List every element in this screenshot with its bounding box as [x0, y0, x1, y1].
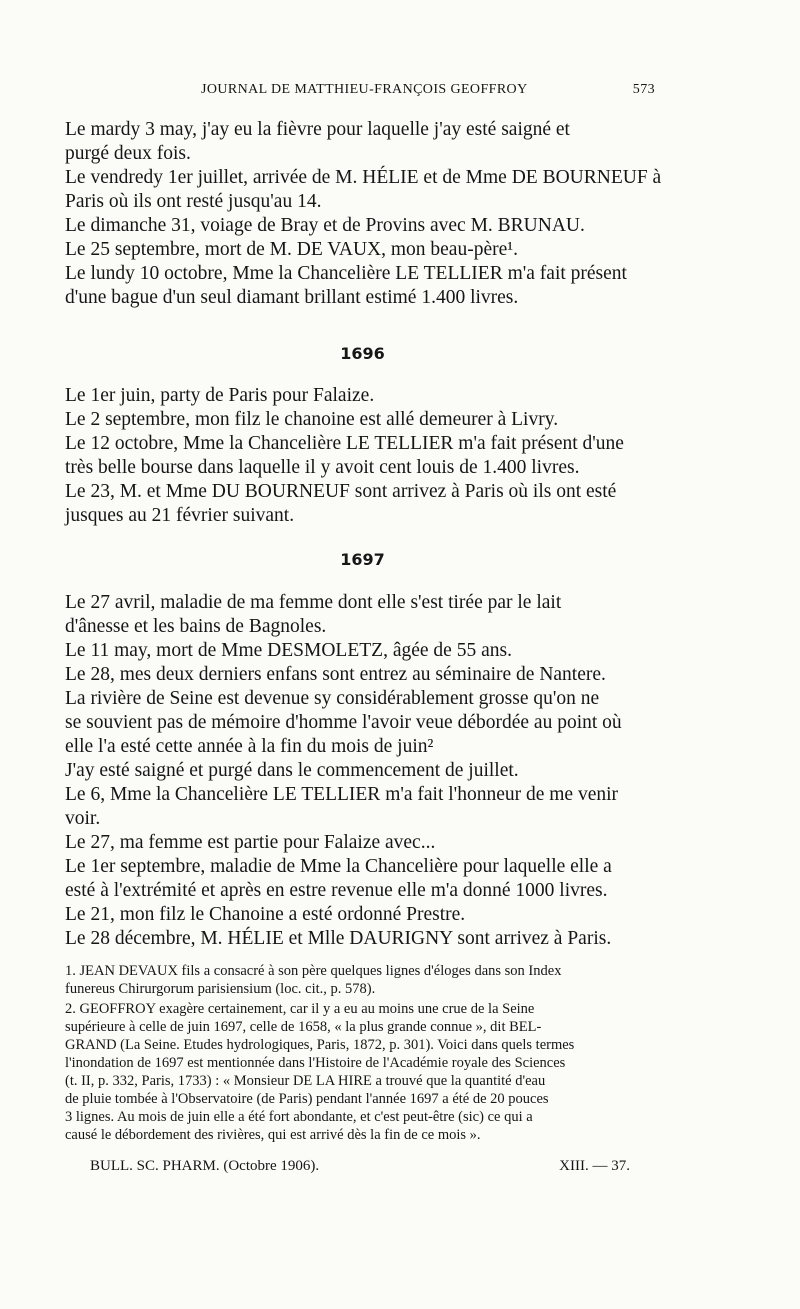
footnote-line: causé le débordement des rivières, qui est arrivé dès la fin de ce mois ». [65, 1127, 481, 1143]
signature-mark: XIII. — 37. [559, 1158, 630, 1174]
text-line: Le 1er juin, party de Paris pour Falaize. [65, 385, 375, 406]
text-line: Le 25 septembre, mort de M. DE VAUX, mon beau-père¹. [65, 239, 518, 260]
text-line: d'une bague d'un seul diamant brillant estimé 1.400 livres. [65, 287, 519, 308]
footnote-line: 2. GEOFFROY exagère certainement, car il y a eu au moins une crue de la Seine [65, 1001, 535, 1017]
text-line: Le 28 décembre, M. HÉLIE et Mlle DAURIGNY sont arrivez à Paris. [65, 928, 612, 949]
text-line: Le vendredy 1er juillet, arrivée de M. HÉLIE et de Mme DE BOURNEUF à [65, 167, 662, 188]
year-heading-1696: 1696 [340, 344, 385, 363]
text-line: Le 27, ma femme est partie pour Falaize avec... [65, 832, 436, 853]
text-line: Le mardy 3 may, j'ay eu la fièvre pour laquelle j'ay esté saigné et [65, 119, 570, 140]
text-line: Le lundy 10 octobre, Mme la Chancelière LE TELLIER m'a fait présent [65, 263, 627, 284]
page-footer [90, 1158, 630, 1180]
page-number: 573 [632, 82, 655, 97]
text-line: J'ay esté saigné et purgé dans le commencement de juillet. [65, 760, 519, 781]
journal-reference: BULL. SC. PHARM. (Octobre 1906). [90, 1158, 320, 1174]
text-line: esté à l'extrémité et après en estre revenue elle m'a donné 1000 livres. [65, 880, 608, 901]
footnote-line: l'inondation de 1697 est mentionnée dans l'Histoire de l'Académie royale des Sciences [65, 1055, 566, 1071]
text-line: très belle bourse dans laquelle il y avoit cent louis de 1.400 livres. [65, 457, 580, 478]
text-line: Le 28, mes deux derniers enfans sont entrez au séminaire de Nantere. [65, 664, 606, 685]
running-head [65, 82, 655, 102]
text-line: Le 11 may, mort de Mme DESMOLETZ, âgée de 55 ans. [65, 640, 512, 661]
year-heading-1697: 1697 [340, 550, 385, 569]
footnote-line: 1. JEAN DEVAUX fils a consacré à son père quelques lignes d'éloges dans son Index [65, 963, 562, 979]
text-line: voir. [65, 808, 101, 829]
footnote-line: supérieure à celle de juin 1697, celle de 1658, « la plus grande connue », dit BEL- [65, 1019, 542, 1035]
text-line: Le 23, M. et Mme DU BOURNEUF sont arrivez à Paris où ils ont esté [65, 481, 617, 502]
text-line: Le 6, Mme la Chancelière LE TELLIER m'a fait l'honneur de me venir [65, 784, 619, 805]
text-line: Le 1er septembre, maladie de Mme la Chancelière pour laquelle elle a [65, 856, 612, 877]
footnote-line: (t. II, p. 332, Paris, 1733) : « Monsieur DE LA HIRE a trouvé que la quantité d'eau [65, 1073, 546, 1089]
text-line: se souvient pas de mémoire d'homme l'avoir veue débordée au point où [65, 712, 622, 733]
text-line: Le 27 avril, maladie de ma femme dont elle s'est tirée par le lait [65, 592, 562, 613]
footnote-line: 3 lignes. Au mois de juin elle a été fort abondante, et c'est peut-être (sic) ce qui a [65, 1109, 533, 1125]
text-line: elle l'a esté cette année à la fin du mois de juin² [65, 736, 434, 757]
footnote-line: funereus Chirurgorum parisiensium (loc. cit., p. 578). [65, 981, 376, 997]
text-line: purgé deux fois. [65, 143, 191, 164]
text-line: jusques au 21 février suivant. [65, 505, 295, 526]
text-line: La rivière de Seine est devenue sy considérablement grosse qu'on ne [65, 688, 600, 709]
footnote-line: de pluie tombée à l'Observatoire (de Paris) pendant l'année 1697 a été de 20 pouces [65, 1091, 549, 1107]
text-line: d'ânesse et les bains de Bagnoles. [65, 616, 327, 637]
text-line: Le 21, mon filz le Chanoine a esté ordonné Prestre. [65, 904, 466, 925]
footnote-line: GRAND (La Seine. Etudes hydrologiques, Paris, 1872, p. 301). Voici dans quels termes [65, 1037, 575, 1053]
running-title: JOURNAL DE MATTHIEU-FRANÇOIS GEOFFROY [201, 82, 528, 97]
text-line: Le 12 octobre, Mme la Chancelière LE TELLIER m'a fait présent d'une [65, 433, 624, 454]
text-line: Paris où ils ont resté jusqu'au 14. [65, 191, 322, 212]
text-line: Le 2 septembre, mon filz le chanoine est allé demeurer à Livry. [65, 409, 559, 430]
text-line: Le dimanche 31, voiage de Bray et de Provins avec M. BRUNAU. [65, 215, 585, 236]
